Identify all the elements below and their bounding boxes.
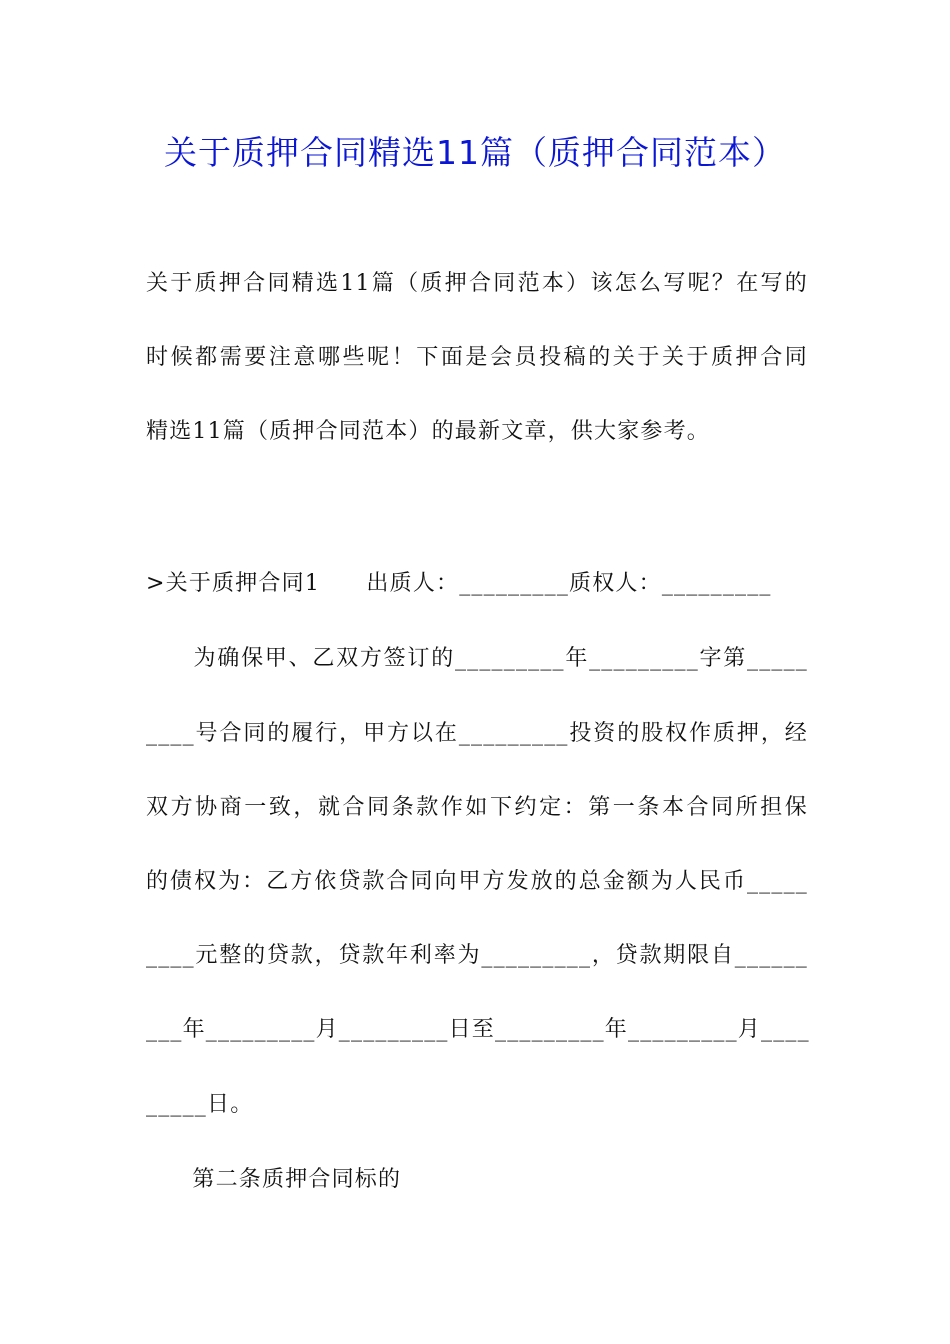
body-line: 双方协商一致，就合同条款作如下约定：第一条本合同所担保 — [146, 795, 808, 820]
body-line: ___年_________月_________日至_________年_________月____ — [146, 1017, 810, 1042]
body-line: 为确保甲、乙双方签订的_________年_________字第_____ — [146, 646, 808, 671]
intro-line: 关于质押合同精选11篇（质押合同范本）该怎么写呢？在写的 — [146, 271, 808, 296]
body-line: ____号合同的履行，甲方以在_________投资的股权作质押，经 — [146, 721, 808, 746]
body-line: 第二条质押合同标的 — [146, 1167, 402, 1192]
body-line: ____元整的贷款，贷款年利率为_________，贷款期限自______ — [146, 943, 808, 968]
intro-line: 精选11篇（质押合同范本）的最新文章，供大家参考。 — [146, 419, 710, 444]
body-line: >关于质押合同1 出质人：_________质权人：_________ — [146, 571, 772, 596]
body-line: _____日。 — [146, 1092, 254, 1117]
document-title: 关于质押合同精选11篇（质押合同范本） — [164, 133, 786, 172]
intro-line: 时候都需要注意哪些呢！下面是会员投稿的关于关于质押合同 — [146, 345, 808, 370]
body-line: 的债权为：乙方依贷款合同向甲方发放的总金额为人民币_____ — [146, 869, 808, 894]
